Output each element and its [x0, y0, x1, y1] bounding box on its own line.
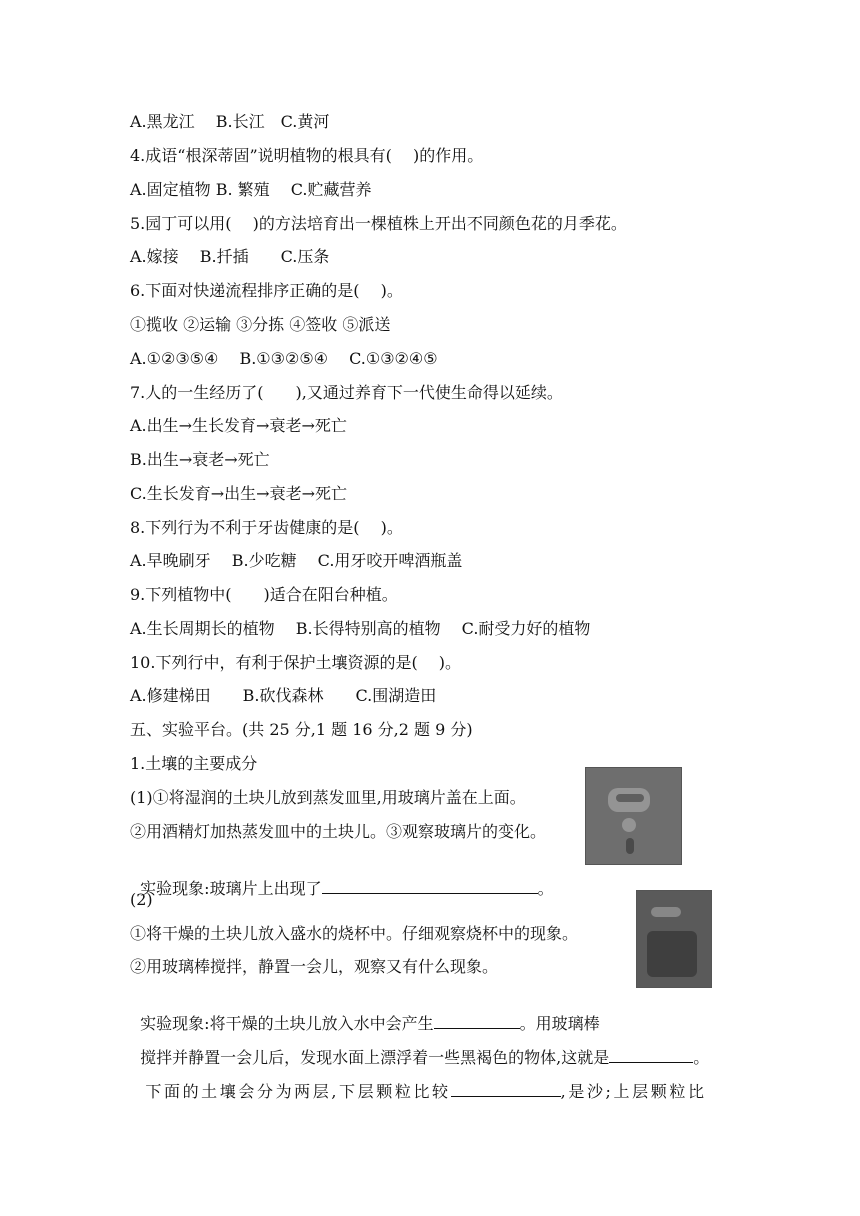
question-6-steps: ①揽收 ②运输 ③分拣 ④签收 ⑤派送 [130, 315, 391, 334]
question-6-options: A.①②③⑤④ B.①③②⑤④ C.①③②④⑤ [130, 349, 438, 368]
question-5: 5.园丁可以用( )的方法培育出一棵植株上开出不同颜色花的月季花。 [130, 214, 627, 233]
question-7: 7.人的一生经历了( ),又通过养育下一代使生命得以延续。 [130, 383, 563, 402]
question-9: 9.下列植物中( )适合在阳台种植。 [130, 585, 398, 604]
period: 。 [537, 879, 554, 898]
question-8-options: A.早晚刷牙 B.少吃糖 C.用牙咬开啤酒瓶盖 [130, 551, 463, 570]
question-7-option-a: A.出生→生长发育→衰老→死亡 [130, 416, 347, 435]
experiment-1-result [130, 855, 554, 900]
question-10: 10.下列行中，有利于保护土壤资源的是( )。 [130, 653, 462, 672]
experiment-1-step-2: ②用酒精灯加热蒸发皿中的土块儿。③观察玻璃片的变化。 [130, 822, 547, 841]
experiment-1-step-1: (1)①将湿润的土块儿放到蒸发皿里,用玻璃片盖在上面。 [130, 788, 526, 807]
answer-blank[interactable] [322, 877, 538, 894]
question-6: 6.下面对快递流程排序正确的是( )。 [130, 281, 403, 300]
experiment-2-label: (2) [130, 890, 153, 909]
experiment-2-result-line-3 [130, 1058, 707, 1103]
question-4-options: A.固定植物 B. 繁殖 C.贮藏营养 [130, 180, 372, 199]
experiment-2-step-1: ①将干燥的土块儿放入盛水的烧杯中。仔细观察烧杯中的现象。 [130, 924, 579, 943]
result-continuation: 。用玻璃棒 [519, 1014, 600, 1033]
experiment-1-title: 1.土壤的主要成分 [130, 754, 258, 773]
beaker-photo [636, 890, 712, 988]
option-line-rivers: A.黑龙江 B.长江 C.黄河 [130, 112, 330, 131]
experiment-2-result-label: 实验现象:将干燥的土块儿放入水中会产生 [140, 1014, 434, 1033]
answer-blank[interactable] [451, 1080, 561, 1097]
result-text: 下面的土壤会分为两层,下层颗粒比较 [145, 1082, 451, 1101]
question-7-option-c: C.生长发育→出生→衰老→死亡 [130, 484, 347, 503]
result-text: ,是沙;上层颗粒比 [560, 1082, 707, 1101]
question-10-options: A.修建梯田 B.砍伐森林 C.围湖造田 [130, 686, 437, 705]
experiment-1-result-label: 实验现象:玻璃片上出现了 [140, 879, 322, 898]
period: 。 [693, 1048, 710, 1067]
result-text: 搅拌并静置一会儿后，发现水面上漂浮着一些黑褐色的物体,这就是 [140, 1048, 610, 1067]
section-5-heading: 五、实验平台。(共 25 分,1 题 16 分,2 题 9 分) [130, 720, 473, 739]
question-5-options: A.嫁接 B.扦插 C.压条 [130, 247, 330, 266]
question-7-option-b: B.出生→衰老→死亡 [130, 450, 270, 469]
question-4: 4.成语“根深蒂固”说明植物的根具有( )的作用。 [130, 146, 484, 165]
evaporating-dish-photo [585, 767, 682, 865]
experiment-2-step-2: ②用玻璃棒搅拌，静置一会儿，观察又有什么现象。 [130, 957, 499, 976]
question-8: 8.下列行为不利于牙齿健康的是( )。 [130, 518, 403, 537]
question-9-options: A.生长周期长的植物 B.长得特别高的植物 C.耐受力好的植物 [130, 619, 591, 638]
